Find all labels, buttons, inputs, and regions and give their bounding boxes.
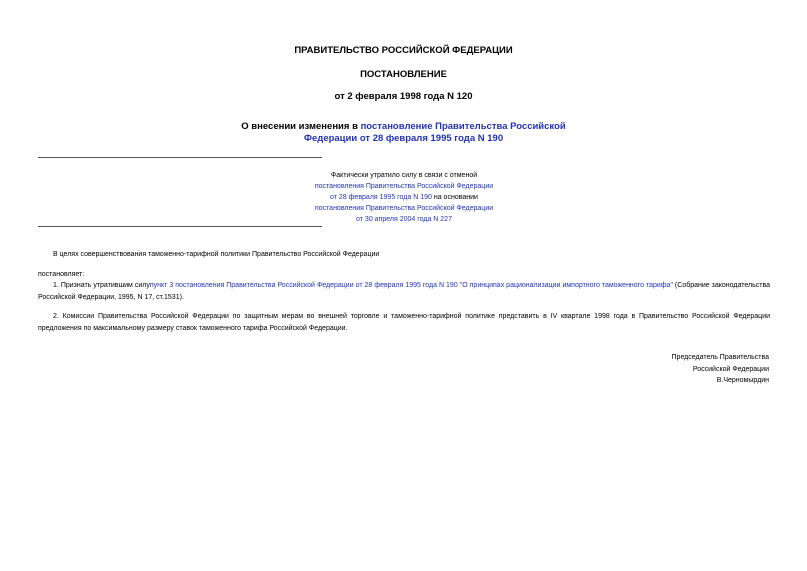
- notice-line1: Фактически утратило силу в связи с отменой: [330, 172, 478, 179]
- document-title: [0, 121, 807, 145]
- notice-mid: на основании: [431, 194, 478, 201]
- item-2: 2. Комиссии Правительства Российской Федерации по защитным мерам во внешней торговле и таможенно-тарифной политике представить в IV квартале 1998 года в Правительство Российской Федерации предложения по максимальному размеру ставок таможенного тарифа Российской Федерации.: [38, 313, 770, 332]
- title-link-line1[interactable]: постановление Правительства Российской: [360, 121, 566, 132]
- notice-link1-line1[interactable]: постановления Правительства Российской Федерации: [314, 183, 494, 190]
- decrees-label: постановляет:: [38, 271, 85, 278]
- item1-prefix: 1. Признать утратившим силу: [53, 282, 150, 289]
- title-prefix: О внесении изменения в: [241, 121, 361, 132]
- item1-suffix: (Собрание законодательства Российской Федерации, 1995, N 17, ст.1531).: [38, 282, 770, 301]
- status-notice: [300, 170, 508, 225]
- item1-link[interactable]: пункт 3 постановления Правительства Российской Федерации от 28 февраля 1995 года N 190 "О принципах рационализации импортного таможенного тарифа": [149, 282, 673, 289]
- notice-link2-line1[interactable]: постановления Правительства Российской Федерации: [314, 205, 494, 212]
- date-number-heading: от 2 февраля 1998 года N 120: [334, 91, 473, 102]
- title-link-line2[interactable]: Федерации от 28 февраля 1995 года N 190: [303, 133, 504, 144]
- item-1: [38, 280, 770, 303]
- notice-link2-line2[interactable]: от 30 апреля 2004 года N 227: [356, 216, 452, 223]
- government-heading: ПРАВИТЕЛЬСТВО РОССИЙСКОЙ ФЕДЕРАЦИИ: [294, 45, 513, 56]
- divider-bottom: [38, 226, 322, 227]
- doc-type-heading: ПОСТАНОВЛЕНИЕ: [360, 69, 447, 80]
- signature-line1: Председатель Правительства: [671, 354, 769, 361]
- signature-line3: В.Черномырдин: [716, 377, 769, 384]
- preamble: В целях совершенствования таможенно-тарифной политики Правительство Российской Федерации: [53, 251, 380, 258]
- notice-link1-line2[interactable]: от 28 февраля 1995 года N 190: [330, 194, 432, 201]
- divider-top: [38, 157, 322, 158]
- signature-block: [672, 352, 769, 387]
- signature-line2: Российской Федерации: [692, 365, 769, 373]
